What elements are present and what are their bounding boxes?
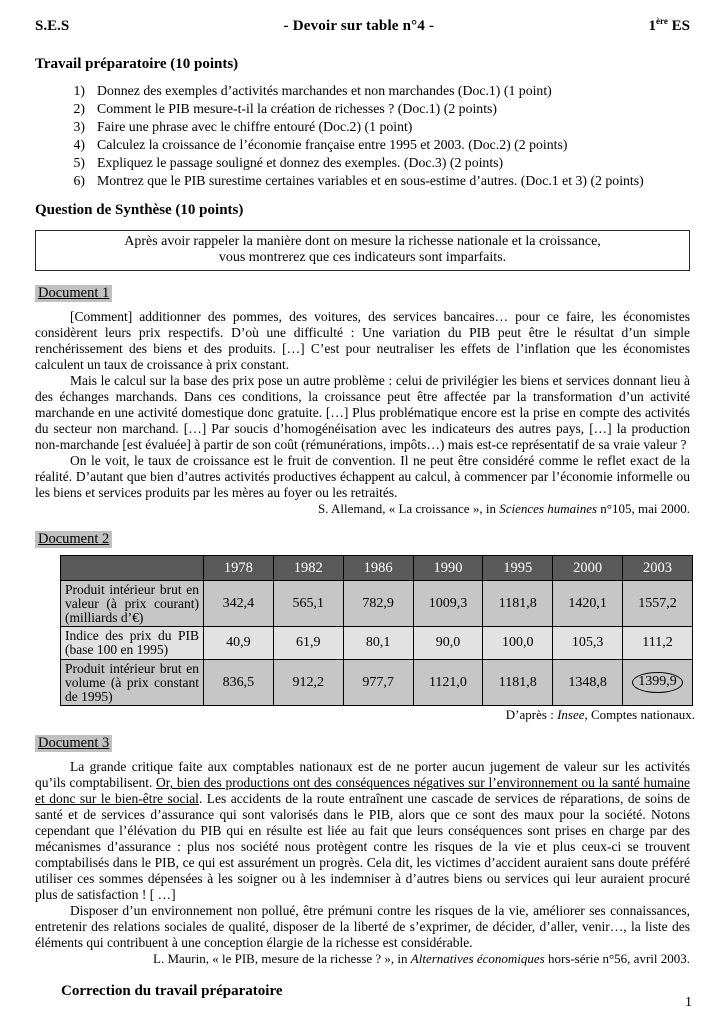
- value-cell: 80,1: [343, 627, 413, 660]
- question-number: 5): [73, 155, 85, 170]
- doc1-paragraph-2: Mais le calcul sur la base des prix pose un autre problème : celui de privilégier les biens et services donnant lieu à des échanges marchands. Dans ces conditions, la croissance peut être affectée par la transformation d’un activité marchande en une activité domestique donc gratuite. […] Plus problématique encore est la prise en compte des activités du secteur non marchand. […] Par soucis d’homogénéisation avec les indicateurs des autres pays, […] la production non-marchande [est évaluée] à partir de son coût (rémunérations, impôts…) mais est-ce représentatif de sa vraie valeur ?: [35, 373, 690, 452]
- table-row-indice-prix: [61, 627, 693, 660]
- value-cell: 342,4: [204, 581, 274, 627]
- year-header: 1986: [343, 556, 413, 581]
- row-label: Produit intérieur brut en valeur (à prix courant) (milliards d’€): [61, 581, 204, 627]
- doc3-p1-after: . Les accidents de la route entraînent une cascade de services de réparations, de soins de santé et de services d’assurance qui sont valorisés dans le PIB, alors que ce sont des maux pour la société. Notons cependant que l’élévation du PIB qui en résulte est liée au fait que leurs conséquences sont prises en charge par des mécanismes d’assurance : plus nos société nous protègent contre les risques de la vie et plus ceux-ci se trouvent comptabilisés dans le PIB, ce qui est assurément un progrès. Cela dit, les victimes d’accident auraient sans doute préféré utiliser ces sommes dépensées à les soigner ou à les indemniser à d’autres biens ou services qui leur auraient procuré plus de satisfaction ! [ …]: [35, 791, 691, 903]
- value-cell: 100,0: [483, 627, 553, 660]
- pib-table: [60, 555, 693, 706]
- doc1-label: Document 1: [35, 285, 112, 302]
- question-text: Comment le PIB mesure-t-il la création de richesses ? (Doc.1) (2 points): [97, 101, 497, 116]
- course-label: S.E.S: [35, 18, 70, 34]
- value-cell: 111,2: [623, 627, 693, 660]
- value-cell: 1420,1: [553, 581, 623, 627]
- value-cell: 782,9: [343, 581, 413, 627]
- table-corner-cell: [61, 556, 204, 581]
- doc1-source-suffix: n°105, mai 2000.: [597, 501, 690, 516]
- doc3-source-suffix: hors-série n°56, avril 2003.: [544, 951, 690, 967]
- circled-value-cell: [623, 659, 693, 705]
- question-number: 6): [73, 173, 85, 188]
- question-item-3: [63, 118, 690, 136]
- prep-section-title: Travail préparatoire (10 points): [35, 56, 239, 72]
- doc3-source-publication: Alternatives économiques: [410, 951, 545, 967]
- value-cell: 836,5: [204, 659, 274, 705]
- doc1-source: [35, 501, 690, 517]
- value-cell: 1181,8: [483, 581, 553, 627]
- doc1-source-publication: Sciences humaines: [499, 501, 598, 516]
- doc2-source-publication: Insee: [557, 707, 585, 723]
- question-item-1: [63, 82, 690, 100]
- underlined-passage: Or, bien des productions ont des conséquences négatives sur l’environnement ou la santé humaine et donc sur le bien-être social: [35, 775, 690, 807]
- question-number: 2): [73, 101, 85, 116]
- question-text: Expliquez le passage souligné et donnez des exemples. (Doc.3) (2 points): [97, 155, 504, 170]
- value-cell: 1009,3: [413, 581, 483, 627]
- value-cell: 40,9: [204, 627, 274, 660]
- question-number: 3): [73, 119, 85, 134]
- doc3-label: Document 3: [35, 735, 112, 752]
- doc2-source-prefix: D’après :: [505, 707, 558, 723]
- question-list: [63, 82, 690, 190]
- year-header: 1995: [483, 556, 553, 581]
- question-text: Donnez des exemples d’activités marchandes et non marchandes (Doc.1) (1 point): [97, 83, 552, 98]
- doc2-source: [35, 707, 695, 723]
- question-item-4: [63, 136, 690, 154]
- correction-title: Correction du travail préparatoire: [61, 983, 283, 1000]
- question-item-5: [63, 154, 690, 172]
- doc2-source-suffix: , Comptes nationaux.: [584, 707, 695, 723]
- value-cell: 1557,2: [623, 581, 693, 627]
- question-item-6: [63, 172, 690, 190]
- value-cell: 1348,8: [553, 659, 623, 705]
- value-cell: 977,7: [343, 659, 413, 705]
- question-item-2: [63, 100, 690, 118]
- question-number: 4): [73, 137, 85, 152]
- year-header: 1978: [204, 556, 274, 581]
- class-suffix: ES: [667, 18, 690, 34]
- doc3-paragraph-2: Disposer d’un environnement non pollué, être prémuni contre les risques de la vie, améliorer ses connaissances, entretenir des relations sociales de qualité, disposer de la liberté de s’exprimer, de décider, d’aller, venir…, la liste des éléments qui contribuent à une conception élargie de la richesse est considérable.: [35, 903, 690, 951]
- question-text: Faire une phrase avec le chiffre entouré (Doc.2) (1 point): [97, 119, 413, 134]
- value-cell: 912,2: [273, 659, 343, 705]
- value-cell: 1121,0: [413, 659, 483, 705]
- value-cell: 61,9: [273, 627, 343, 660]
- value-cell: 1181,8: [483, 659, 553, 705]
- value-cell: 90,0: [413, 627, 483, 660]
- synthesis-instruction-box: [35, 230, 690, 271]
- class-ordinal-sup: ère: [656, 16, 668, 26]
- synthesis-section-title: Question de Synthèse (10 points): [35, 202, 244, 218]
- value-cell: 105,3: [553, 627, 623, 660]
- doc2-label: Document 2: [35, 531, 112, 548]
- instruction-line-1: Après avoir rappeler la manière dont on mesure la richesse nationale et la croissance,: [124, 234, 601, 249]
- doc1-paragraph-3: On le voit, le taux de croissance est le fruit de convention. Il ne peut être considéré comme le reflet exact de la réalité. D’autant que bien d’autres activités productives échappent au calcul, à commencer par l’économie informelle ou les biens et services produits par les mères au foyer ou les retraités.: [35, 453, 690, 500]
- page-number: 1: [685, 995, 692, 1010]
- doc3-source: [35, 951, 690, 967]
- year-header: 2000: [553, 556, 623, 581]
- doc3-p1-before: La grande critique faite aux comptables nationaux est de ne porter aucun jugement de valeur sur les activités qu’ils comptabilisent.: [35, 759, 690, 791]
- doc1-source-prefix: S. Allemand, « La croissance », in: [317, 501, 500, 516]
- table-header-row: [61, 556, 693, 581]
- year-header: 2003: [623, 556, 693, 581]
- question-number: 1): [73, 83, 85, 98]
- doc3-paragraph-1: [35, 759, 690, 903]
- table-row-pib-valeur: [61, 581, 693, 627]
- document-title: - Devoir sur table n°4 -: [283, 18, 435, 34]
- question-text: Calculez la croissance de l’économie française entre 1995 et 2003. (Doc.2) (2 points): [97, 137, 568, 152]
- doc3-source-prefix: L. Maurin, « le PIB, mesure de la richesse ? », in: [153, 951, 411, 967]
- circled-value: 1399,9: [632, 672, 683, 693]
- doc1-paragraph-1: [Comment] additionner des pommes, des voitures, des services bancaires… pour ce faire, les économistes considèrent leurs prix respectifs. D’où une difficulté : Une variation du PIB peut être le résultat d’un simple renchérissement des biens et des produits. […] C’est pour neutraliser les effets de l’inflation que les économistes calculent un taux de croissance à prix constant.: [35, 309, 690, 372]
- class-number: 1: [648, 18, 657, 34]
- question-text: Montrez que le PIB surestime certaines variables et en sous-estime d’autres. (Doc.1 et 3) (2 points): [97, 173, 644, 188]
- value-cell: 565,1: [273, 581, 343, 627]
- row-label: Indice des prix du PIB (base 100 en 1995): [61, 627, 204, 660]
- instruction-line-2: vous montrerez que ces indicateurs sont imparfaits.: [218, 250, 507, 265]
- table-row-pib-volume: [61, 659, 693, 705]
- year-header: 1982: [273, 556, 343, 581]
- class-label: [649, 18, 690, 34]
- page-header: [35, 18, 690, 34]
- row-label: Produit intérieur brut en volume (à prix constant de 1995): [61, 659, 204, 705]
- year-header: 1990: [413, 556, 483, 581]
